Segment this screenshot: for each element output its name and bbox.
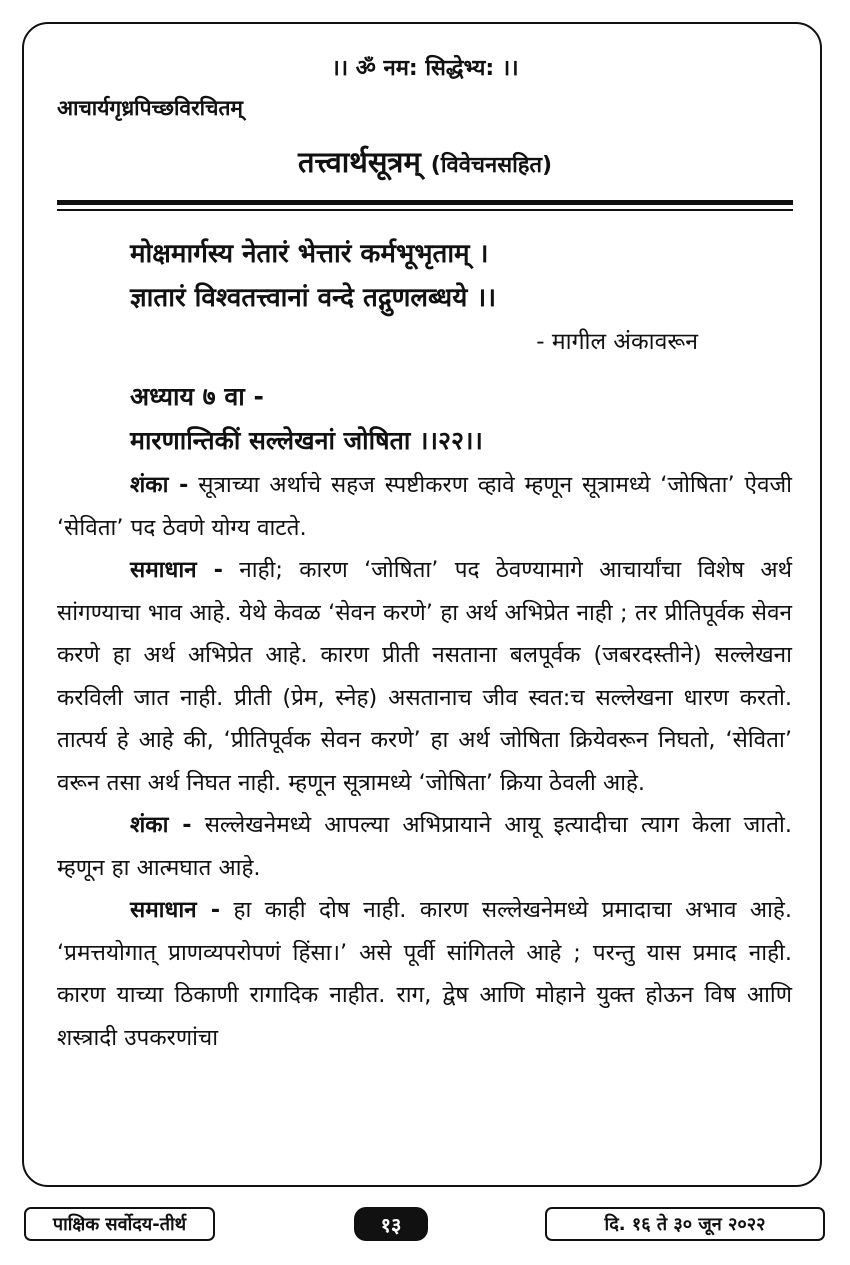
paragraph-label: शंका - bbox=[130, 472, 189, 498]
page-title-row bbox=[0, 142, 850, 181]
chapter-heading: अध्याय ७ वा - bbox=[130, 382, 264, 411]
page-title: तत्त्वार्थसूत्रम् bbox=[297, 145, 421, 179]
paragraph-text: सूत्राच्या अर्थाचे सहज स्पष्टीकरण व्हावे म्हणून सूत्रामध्ये ‘जोषिता’ ऐवजी ‘सेविता’ पद ठेवणे योग्य वाटते. bbox=[57, 472, 792, 541]
publication-name: पाक्षिक सर्वोदय-तीर्थ bbox=[24, 1207, 215, 1241]
paragraph-shanka-1 bbox=[57, 464, 792, 549]
paragraph-label: समाधान - bbox=[130, 897, 221, 923]
title-divider-thick bbox=[57, 200, 793, 205]
paragraph-label: शंका - bbox=[130, 812, 192, 838]
paragraph-text: हा काही दोष नाही. कारण सल्लेखनेमध्ये प्रमादाचा अभाव आहे. ‘प्रमत्तयोगात् प्राणव्यपरोपणं हिंसा।’ असे पूर्वी सांगितले आहे ; परन्तु यास प्रमाद नाही. कारण याच्या ठिकाणी रागादिक नाहीत. राग, द्वेष आणि मोहाने युक्त होऊन विष आणि शस्त्रादी उपकरणांचा bbox=[57, 897, 792, 1051]
paragraph-samadhan-2 bbox=[57, 889, 792, 1059]
issue-date: दि. १६ ते ३० जून २०२२ bbox=[545, 1207, 825, 1241]
paragraph-text: नाही; कारण ‘जोषिता’ पद ठेवण्यामागे आचार्यांचा विशेष अर्थ सांगण्याचा भाव आहे. येथे केवळ ‘सेवन करणे’ हा अर्थ अभिप्रेत नाही ; तर प्रीतिपूर्वक सेवन करणे हा अर्थ अभिप्रेत आहे. कारण प्रीती नसताना बलपूर्वक (जबरदस्तीने) सल्लेखना करविली जात नाही. प्रीती (प्रेम, स्नेह) असतानाच जीव स्वत:च सल्लेखना धारण करतो. तात्पर्य हे आहे की, ‘प्रीतिपूर्वक सेवन करणे’ हा अर्थ जोषिता क्रियेवरून निघतो, ‘सेविता’ वरून तसा अर्थ निघत नाही. म्हणून सूत्रामध्ये ‘जोषिता’ क्रिया ठेवली आहे. bbox=[57, 557, 792, 796]
page-subtitle: (विवेचनसहित) bbox=[430, 153, 553, 178]
paragraph-shanka-2 bbox=[57, 804, 792, 889]
paragraph-samadhan-1 bbox=[57, 549, 792, 804]
invocation-line: ।। ॐ नम: सिद्धेभ्य: ।। bbox=[331, 56, 519, 81]
title-divider-thin bbox=[57, 209, 793, 211]
verse-attribution: - मागील अंकावरून bbox=[536, 329, 698, 355]
page-number-badge: १३ bbox=[354, 1207, 428, 1241]
sutra-heading: मारणान्तिकीं सल्लेखनां जोषिता ।।२२।। bbox=[130, 426, 483, 455]
paragraph-label: समाधान - bbox=[130, 557, 223, 583]
verse-line-2: ज्ञातारं विश्वतत्त्वानां वन्दे तद्गुणलब्धये ।। bbox=[130, 283, 497, 313]
paragraph-text: सल्लेखनेमध्ये आपल्या अभिप्रायाने आयू इत्यादीचा त्याग केला जातो. म्हणून हा आत्मघात आहे. bbox=[57, 812, 792, 881]
author-line: आचार्यगृध्रपिच्छविरचितम् bbox=[57, 96, 243, 120]
commentary-body bbox=[57, 464, 792, 1059]
verse-line-1: मोक्षमार्गस्य नेतारं भेत्तारं कर्मभूभृताम् । bbox=[130, 239, 489, 269]
